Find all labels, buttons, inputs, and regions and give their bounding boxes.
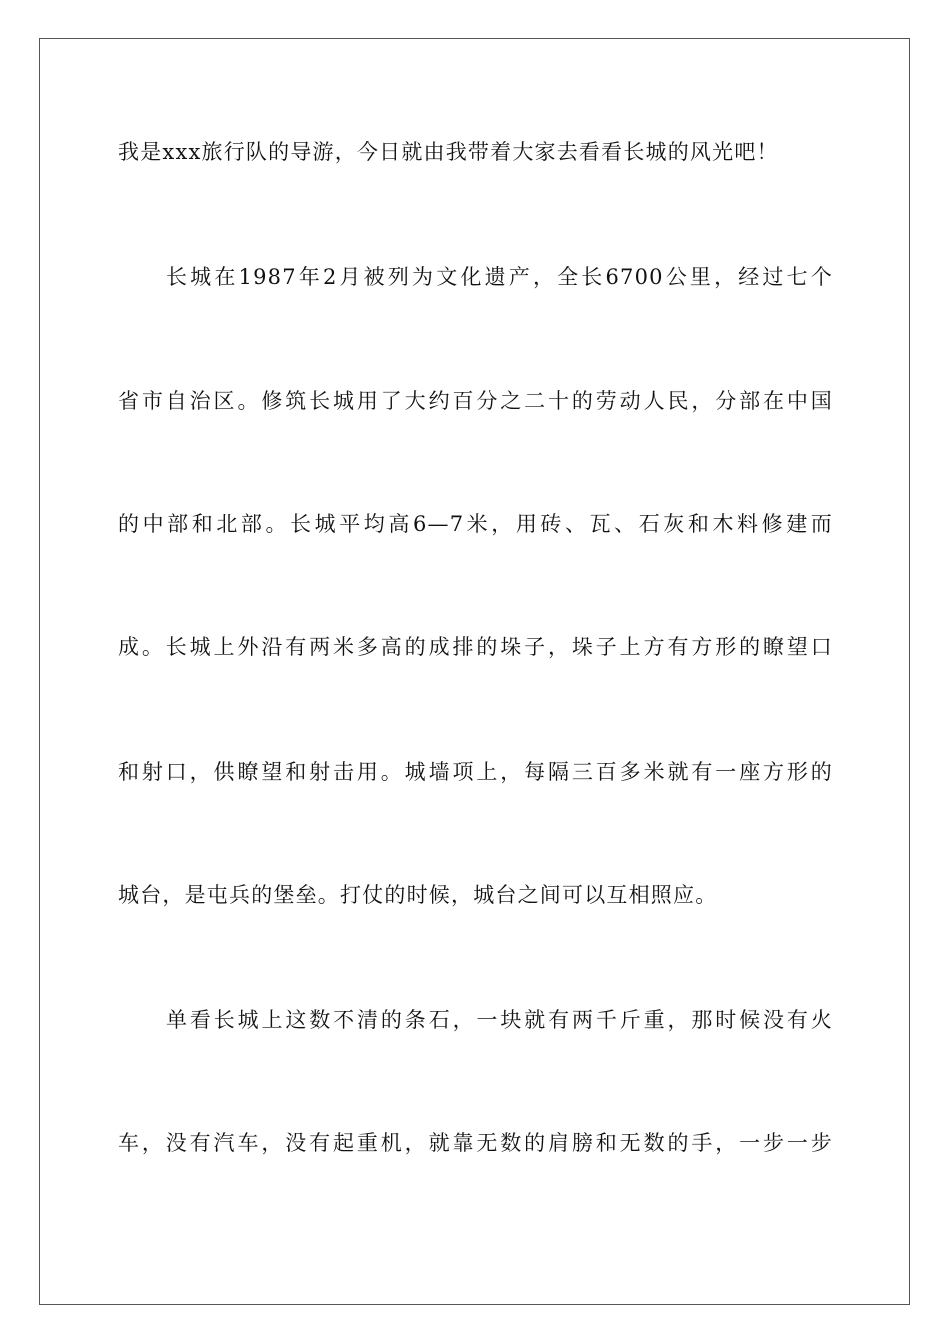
text-line-1: 我是xxx旅行队的导游，今日就由我带着大家去看看长城的风光吧！ bbox=[118, 140, 779, 164]
text-line-3: 省市自治区。修筑长城用了大约百分之二十的劳动人民，分部在中国 bbox=[118, 389, 833, 413]
text-line-4: 的中部和北部。长城平均高6—7米，用砖、瓦、石灰和木料修建而 bbox=[118, 512, 833, 536]
page-border bbox=[39, 38, 910, 1305]
text-line-5: 成。长城上外沿有两米多高的成排的垛子，垛子上方有方形的瞭望口 bbox=[118, 635, 833, 659]
text-line-6: 和射口，供瞭望和射击用。城墙项上，每隔三百多米就有一座方形的 bbox=[118, 760, 833, 784]
text-line-7: 城台，是屯兵的堡垒。打仗的时候，城台之间可以互相照应。 bbox=[118, 883, 718, 907]
text-line-9: 车，没有汽车，没有起重机，就靠无数的肩膀和无数的手，一步一步 bbox=[118, 1131, 833, 1155]
text-line-8: 单看长城上这数不清的条石，一块就有两千斤重，那时候没有火 bbox=[166, 1008, 833, 1032]
text-line-2: 长城在1987年2月被列为文化遗产，全长6700公里，经过七个 bbox=[166, 265, 833, 289]
